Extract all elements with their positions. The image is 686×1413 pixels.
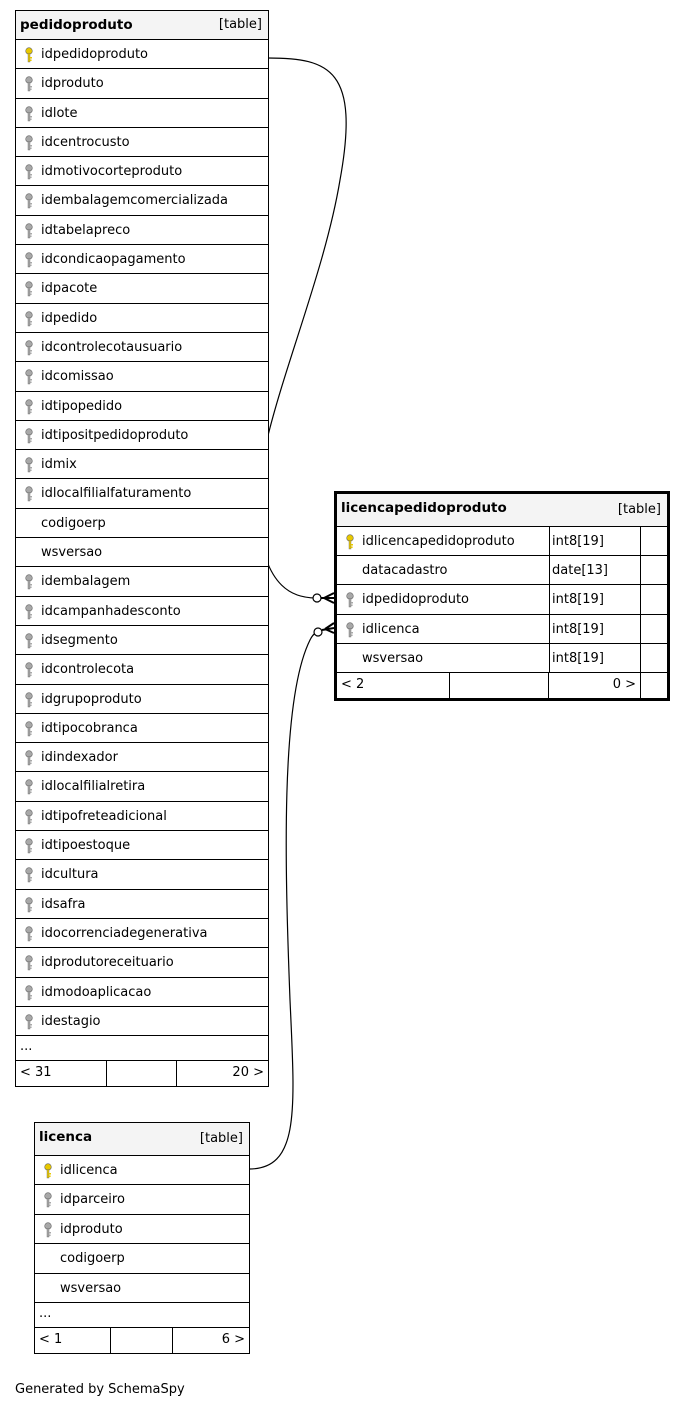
column-row-idcontrolecota[interactable]: [16, 655, 268, 684]
column-row-idlocalfilialretira[interactable]: [16, 772, 268, 801]
column-name: wsversao: [60, 1280, 122, 1296]
children-count[interactable]: [177, 1061, 268, 1086]
foreign-key-icon: [24, 164, 34, 180]
column-name: idocorrenciadegenerativa: [41, 925, 208, 941]
column-name: idproduto: [60, 1221, 123, 1237]
column-datatype-label: int8[19]: [552, 621, 604, 637]
table-title: licencapedidoproduto: [341, 500, 507, 516]
foreign-key-icon: [24, 985, 34, 1001]
foreign-key-icon: [24, 750, 34, 766]
column-name: idlicenca: [60, 1163, 118, 1178]
link-optional-marker: [313, 594, 321, 602]
column-name: idtipocobranca: [41, 720, 138, 736]
column-name: idtipoestoque: [41, 838, 131, 854]
ellipsis-label: ...: [39, 1305, 52, 1321]
column-name: idlote: [41, 105, 78, 121]
table-licenca[interactable]: [34, 1122, 250, 1354]
column-name: idpedidoproduto: [362, 592, 469, 608]
foreign-key-icon: [24, 486, 34, 502]
table-footer: [35, 1328, 249, 1353]
column-datatype: [549, 615, 641, 643]
foreign-key-icon: [345, 592, 355, 608]
table-footer: [337, 673, 667, 698]
column-name: idcampanhadesconto: [41, 603, 181, 619]
footer-middle: [111, 1328, 173, 1353]
column-row-idcondicaopagamento[interactable]: [16, 245, 268, 274]
column-name: idcondicaopagamento: [41, 252, 186, 268]
children-count-label: 6 >: [221, 1331, 245, 1347]
children-count[interactable]: [173, 1328, 249, 1353]
column-name: idpedidoproduto: [41, 47, 148, 62]
children-count-label: 0 >: [612, 676, 636, 692]
column-datatype: [549, 644, 641, 672]
column-name: idtipopedido: [41, 398, 123, 414]
column-row-idpedidoproduto[interactable]: [16, 40, 268, 69]
column-name: datacadastro: [362, 563, 448, 579]
column-name: idgrupoproduto: [41, 691, 142, 707]
link-optional-marker: [314, 628, 322, 636]
column-list: [35, 1156, 249, 1303]
parents-count-label: < 2: [341, 676, 365, 692]
column-name: idsegmento: [41, 632, 118, 648]
column-row-idprodutoreceituario[interactable]: [16, 948, 268, 977]
foreign-key-icon: [24, 955, 34, 971]
foreign-key-icon: [43, 1192, 53, 1208]
column-row-datacadastro[interactable]: [337, 556, 667, 585]
column-row-idcultura[interactable]: [16, 860, 268, 889]
table-footer: [16, 1061, 268, 1086]
foreign-key-icon: [24, 223, 34, 239]
column-name: idcultura: [41, 867, 99, 883]
table-title: pedidoproduto: [20, 17, 133, 33]
foreign-key-icon: [24, 252, 34, 268]
column-row-wsversao[interactable]: [16, 538, 268, 567]
column-name: idcentrocusto: [41, 134, 130, 150]
foreign-key-icon: [24, 1014, 34, 1030]
column-name: idprodutoreceituario: [41, 955, 174, 971]
foreign-key-icon: [24, 867, 34, 883]
column-datatype-label: int8[19]: [552, 650, 604, 666]
column-datatype: [549, 527, 641, 555]
foreign-key-icon: [24, 779, 34, 795]
credit-text: Generated by SchemaSpy: [15, 1382, 185, 1397]
column-name: idmodoaplicacao: [41, 984, 152, 1000]
column-row-idocorrenciadegenerativa[interactable]: [16, 919, 268, 948]
column-row-idpedido[interactable]: [16, 304, 268, 333]
column-datatype-label: int8[19]: [552, 592, 604, 608]
children-count[interactable]: [549, 673, 641, 698]
parents-count[interactable]: [337, 673, 450, 698]
column-name: codigoerp: [41, 515, 106, 531]
foreign-key-icon: [24, 369, 34, 385]
column-row-idpedidoproduto[interactable]: [337, 585, 667, 614]
parents-count[interactable]: [35, 1328, 111, 1353]
column-row-idpacote[interactable]: [16, 274, 268, 303]
column-name: idcomissao: [41, 369, 114, 385]
foreign-key-icon: [24, 721, 34, 737]
column-name: idembalagemcomercializada: [41, 193, 229, 209]
table-pedidoproduto[interactable]: [15, 10, 269, 1087]
ellipsis-label: ...: [20, 1039, 33, 1055]
column-datatype-label: date[13]: [552, 563, 608, 579]
column-row-idcentrocusto[interactable]: [16, 128, 268, 157]
column-name: idembalagem: [41, 574, 131, 590]
column-row-idmix[interactable]: [16, 450, 268, 479]
table-type: [table]: [218, 17, 262, 32]
foreign-key-icon: [24, 193, 34, 209]
column-name: idtipositpedidoproduto: [41, 427, 189, 443]
primary-key-icon: [345, 534, 355, 550]
table-title: licenca: [39, 1129, 93, 1145]
column-row-idtipopedido[interactable]: [16, 392, 268, 421]
table-header[interactable]: [16, 11, 268, 40]
column-name: wsversao: [41, 545, 103, 561]
column-row-codigoerp[interactable]: [35, 1244, 249, 1273]
foreign-key-icon: [24, 926, 34, 942]
footer-middle: [450, 673, 549, 698]
parents-count-label: < 1: [39, 1331, 63, 1347]
column-row-idmodoaplicacao[interactable]: [16, 978, 268, 1007]
column-name: idcontrolecota: [41, 662, 135, 678]
more-columns[interactable]: [35, 1303, 249, 1328]
column-row-idembalagemcomercializada[interactable]: [16, 186, 268, 215]
column-row-wsversao[interactable]: [35, 1274, 249, 1303]
link-pedidoproduto-licencapedidoproduto: [257, 58, 346, 598]
column-row-idparceiro[interactable]: [35, 1185, 249, 1214]
foreign-key-icon: [24, 692, 34, 708]
column-row-idlicencapedidoproduto[interactable]: [337, 527, 667, 556]
foreign-key-icon: [24, 428, 34, 444]
column-name: idpacote: [41, 281, 98, 297]
column-row-idmotivocorteproduto[interactable]: [16, 157, 268, 186]
column-row-idcomissao[interactable]: [16, 362, 268, 391]
column-row-idindexador[interactable]: [16, 743, 268, 772]
column-name: idpedido: [41, 310, 98, 326]
column-row-idembalagem[interactable]: [16, 567, 268, 596]
primary-key-icon: [43, 1163, 53, 1179]
column-name: idlicencapedidoproduto: [362, 534, 515, 549]
column-row-idtipositpedidoproduto[interactable]: [16, 421, 268, 450]
foreign-key-icon: [24, 457, 34, 473]
link-crowfoot-marker: [322, 623, 334, 633]
table-licencapedidoproduto[interactable]: [334, 491, 670, 701]
column-row-idcampanhadesconto[interactable]: [16, 597, 268, 626]
foreign-key-icon: [24, 662, 34, 678]
more-columns[interactable]: [16, 1036, 268, 1061]
column-name: idsafra: [41, 896, 86, 912]
column-name: idestagio: [41, 1013, 101, 1029]
column-row-idlocalfilialfaturamento[interactable]: [16, 479, 268, 508]
column-datatype: [549, 585, 641, 613]
foreign-key-icon: [24, 633, 34, 649]
column-row-idtipocobranca[interactable]: [16, 714, 268, 743]
column-row-idsafra[interactable]: [16, 890, 268, 919]
column-name: idindexador: [41, 750, 118, 766]
parents-count-label: < 31: [20, 1065, 52, 1081]
column-name: idmotivocorteproduto: [41, 164, 183, 180]
foreign-key-icon: [24, 340, 34, 356]
foreign-key-icon: [24, 574, 34, 590]
foreign-key-icon: [24, 604, 34, 620]
column-name: idmix: [41, 457, 77, 473]
column-row-idcontrolecotausuario[interactable]: [16, 333, 268, 362]
children-count-label: 20 >: [232, 1065, 264, 1081]
column-name: idcontrolecotausuario: [41, 339, 183, 355]
column-row-idgrupoproduto[interactable]: [16, 685, 268, 714]
foreign-key-icon: [24, 281, 34, 297]
column-row-idsegmento[interactable]: [16, 626, 268, 655]
foreign-key-icon: [24, 897, 34, 913]
column-row-idproduto[interactable]: [35, 1215, 249, 1244]
column-row-idlote[interactable]: [16, 99, 268, 128]
table-type: [table]: [199, 1131, 243, 1146]
column-row-codigoerp[interactable]: [16, 509, 268, 538]
column-name: idlocalfilialfaturamento: [41, 486, 192, 502]
column-row-wsversao[interactable]: [337, 644, 667, 673]
column-row-idtipofreteadicional[interactable]: [16, 802, 268, 831]
column-name: idproduto: [41, 76, 104, 92]
table-type: [table]: [617, 502, 661, 517]
column-row-idlicenca[interactable]: [35, 1156, 249, 1185]
foreign-key-icon: [24, 311, 34, 327]
link-crowfoot-marker: [321, 593, 334, 603]
column-row-idestagio[interactable]: [16, 1007, 268, 1036]
column-name: wsversao: [362, 650, 424, 666]
parents-count[interactable]: [16, 1061, 107, 1086]
column-name: codigoerp: [60, 1251, 125, 1267]
column-datatype-label: int8[19]: [552, 534, 604, 549]
foreign-key-icon: [24, 76, 34, 92]
column-row-idproduto[interactable]: [16, 69, 268, 98]
column-name: idlicenca: [362, 621, 420, 637]
column-datatype: [549, 556, 641, 584]
column-row-idtabelapreco[interactable]: [16, 216, 268, 245]
table-header[interactable]: [337, 494, 667, 527]
foreign-key-icon: [24, 106, 34, 122]
foreign-key-icon: [24, 838, 34, 854]
primary-key-icon: [24, 47, 34, 63]
column-row-idtipoestoque[interactable]: [16, 831, 268, 860]
column-list: [337, 527, 667, 673]
column-row-idlicenca[interactable]: [337, 615, 667, 644]
foreign-key-icon: [43, 1222, 53, 1238]
foreign-key-icon: [24, 135, 34, 151]
column-name: idparceiro: [60, 1192, 125, 1208]
footer-middle: [107, 1061, 177, 1086]
table-header[interactable]: [35, 1123, 249, 1156]
column-list: [16, 40, 268, 1036]
column-name: idtipofreteadicional: [41, 808, 167, 824]
foreign-key-icon: [345, 622, 355, 638]
column-name: idtabelapreco: [41, 222, 131, 238]
foreign-key-icon: [24, 399, 34, 415]
column-name: idlocalfilialretira: [41, 779, 146, 795]
foreign-key-icon: [24, 809, 34, 825]
